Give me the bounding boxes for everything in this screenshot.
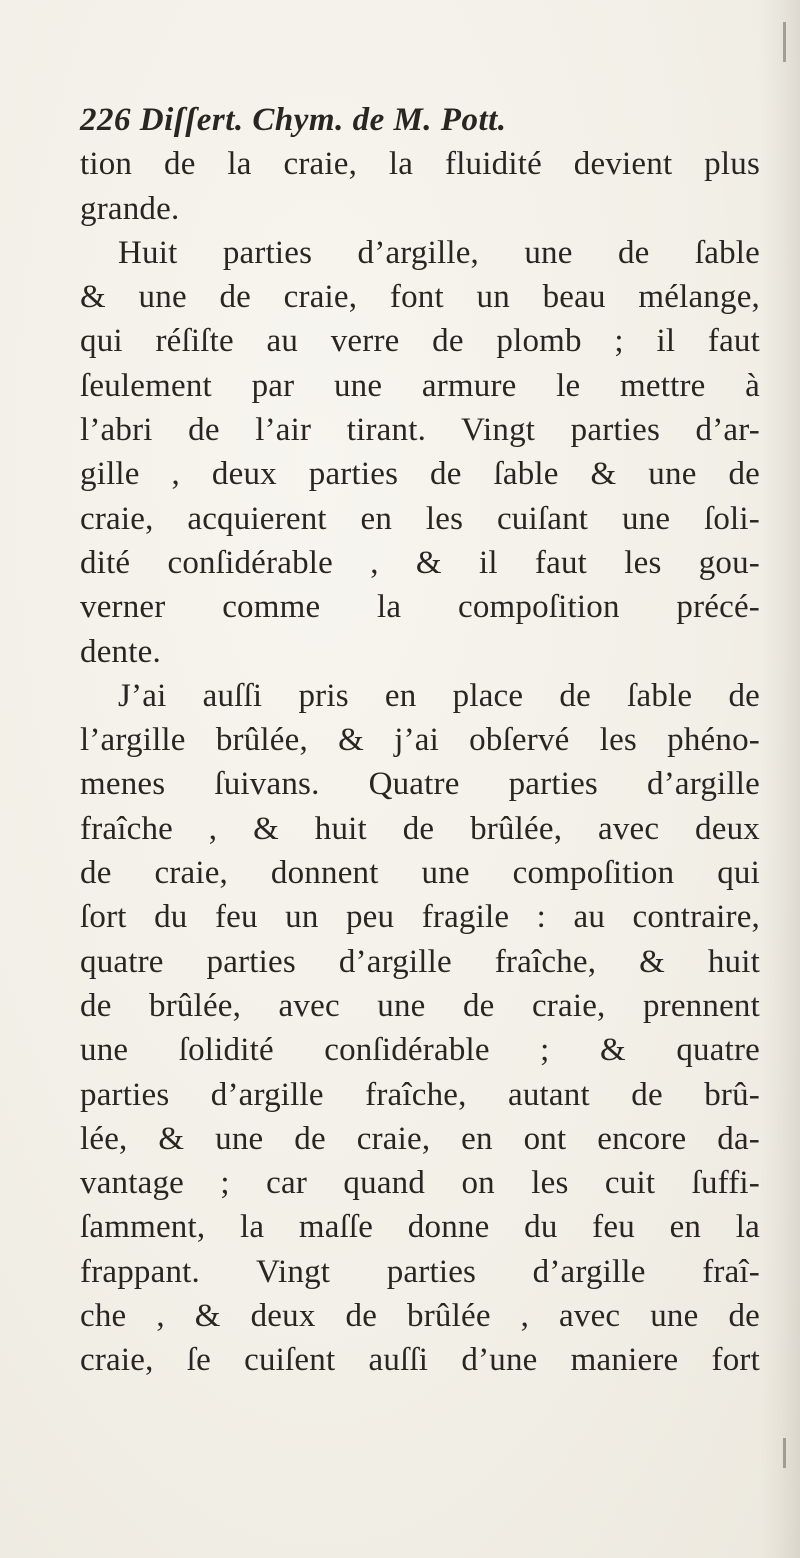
text-line: ſeulement par une armure le mettre à (80, 367, 760, 404)
page-text (80, 98, 760, 1383)
text-line: dente. (80, 633, 161, 670)
text-line: qui réſiſte au verre de plomb ; il faut (80, 323, 760, 360)
text-line: l’argille brûlée, & j’ai obſervé les phéno- (80, 722, 760, 759)
text-line: tion de la craie, la fluidité devient plus (80, 146, 760, 183)
text-line: ſort du feu un peu fragile : au contraire, (80, 899, 760, 936)
text-line: quatre parties d’argille fraîche, & huit (80, 943, 760, 980)
text-line: menes ſuivans. Quatre parties d’argille (80, 766, 760, 803)
gutter-mark-bottom (783, 1438, 786, 1468)
text-line: J’ai auſſi pris en place de ſable de (118, 677, 760, 714)
text-line: grande. (80, 190, 180, 227)
text-line: une ſolidité conſidérable ; & quatre (80, 1032, 760, 1069)
text-line: craie, acquierent en les cuiſant une ſoli- (80, 500, 760, 537)
text-line: parties d’argille fraîche, autant de brû- (80, 1076, 760, 1113)
text-line: dité conſidérable , & il faut les gou- (80, 544, 760, 581)
text-line: lée, & une de craie, en ont encore da- (80, 1120, 760, 1157)
text-line: de brûlée, avec une de craie, prennent (80, 987, 760, 1024)
text-line: fraîche , & huit de brûlée, avec deux (80, 810, 760, 847)
text-line: frappant. Vingt parties d’argille fraî- (80, 1253, 760, 1290)
running-header: 226 Diſſert. Chym. de M. Pott. (80, 102, 507, 138)
text-line: ſamment, la maſſe donne du feu en la (80, 1209, 760, 1246)
text-line: vantage ; car quand on les cuit ſuffi- (80, 1165, 760, 1202)
text-line: Huit parties d’argille, une de ſable (118, 234, 760, 271)
text-line: gille , deux parties de ſable & une de (80, 456, 760, 493)
text-line: verner comme la compoſition précé- (80, 589, 760, 626)
text-line: l’abri de l’air tirant. Vingt parties d’ar- (80, 412, 760, 449)
gutter-mark-top (783, 22, 786, 62)
text-line: che , & deux de brûlée , avec une de (80, 1298, 760, 1335)
text-line: & une de craie, font un beau mélange, (80, 279, 760, 316)
text-line: craie, ſe cuiſent auſſi d’une maniere fort (80, 1342, 760, 1379)
text-line: de craie, donnent une compoſition qui (80, 855, 760, 892)
page-gutter-shadow (760, 0, 800, 1558)
